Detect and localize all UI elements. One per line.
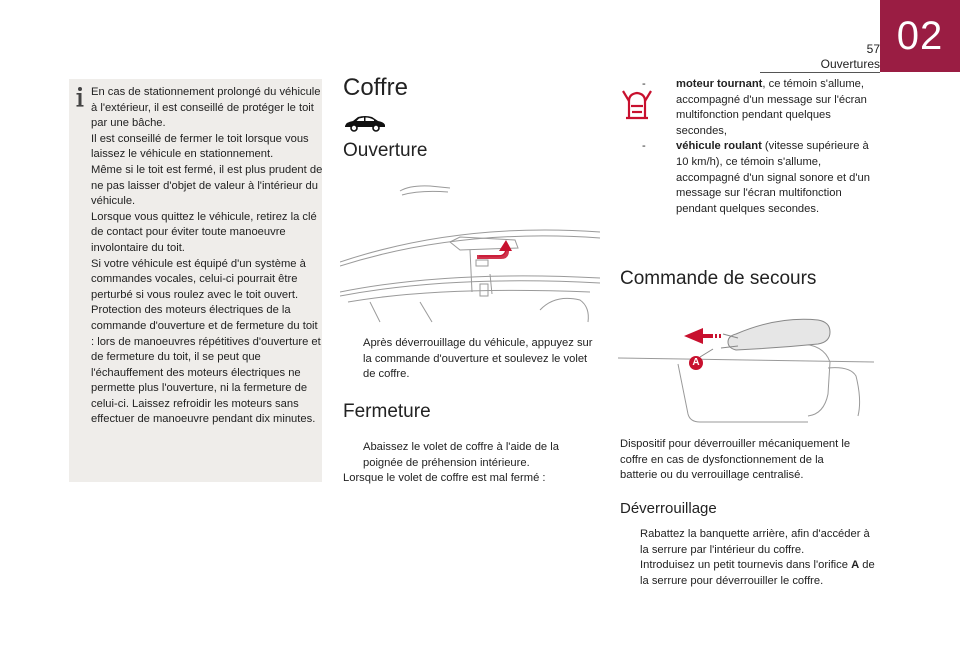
- car-silhouette-icon: [343, 114, 387, 132]
- deverrouillage-steps: [620, 527, 876, 589]
- chapter-tab: 02: [880, 0, 960, 72]
- trunk-opening-illustration: [340, 182, 602, 328]
- alert-list: [642, 77, 880, 217]
- list-item: [620, 558, 876, 589]
- subsection-title-deverrouillage: Déverrouillage: [620, 500, 717, 517]
- info-paragraph: Lorsque vous quittez le véhicule, retirez la clé de contact pour éviter toute manoeuvre involontaire du toit.: [91, 210, 317, 254]
- section-name: Ouvertures: [820, 57, 880, 71]
- secours-description: Dispositif pour déverrouiller mécaniquement le coffre en cas de dysfonctionnement de la batterie ou du verrouillage centralisé.: [620, 438, 851, 482]
- alert-item: [642, 77, 880, 139]
- info-paragraph: Il est conseillé de fermer le toit lorsque vous laissez le véhicule en stationnement.: [91, 132, 309, 161]
- step-text: Rabattez la banquette arrière, afin d'accéder à la serrure par l'intérieur du coffre.: [640, 528, 870, 556]
- ouverture-step-text: Après déverrouillage du véhicule, appuyez sur la commande d'ouverture et soulevez le volet de coffre.: [363, 337, 593, 381]
- emergency-release-illustration: [618, 304, 880, 428]
- step-text: de la serrure pour déverrouiller le coffre.: [640, 559, 875, 587]
- fermeture-note: Lorsque le volet de coffre est mal fermé :: [343, 472, 546, 485]
- info-box-text: [91, 85, 323, 428]
- list-item: [620, 527, 876, 558]
- page-number: 57: [866, 42, 880, 56]
- alert-condition: véhicule roulant: [676, 140, 762, 153]
- section-rule: [760, 72, 880, 73]
- subsection-title-ouverture: Ouverture: [343, 140, 428, 161]
- info-paragraph: En cas de stationnement prolongé du véhicule à l'extérieur, il est conseillé de protéger le toit par une bâche.: [91, 86, 321, 130]
- callout-label-a: A: [692, 357, 700, 368]
- alert-description: (vitesse supérieure à 10 km/h), ce témoin s'allume, accompagné d'un signal sonore et d'un message sur l'écran multifonction pendant quelques secondes.: [676, 140, 870, 215]
- info-icon: [73, 86, 87, 108]
- section-title-commande-de-secours: Commande de secours: [620, 268, 817, 289]
- fermeture-step-text: Abaissez le volet de coffre à l'aide de la poignée de préhension intérieure.: [363, 441, 559, 469]
- section-title-coffre: Coffre: [343, 74, 408, 101]
- alert-item: [642, 139, 880, 217]
- info-paragraph: Si votre véhicule est équipé d'un système à commandes vocales, celui-ci pourrait être perturbé si vous roulez avec le toit ouvert.: [91, 257, 306, 301]
- alert-condition: moteur tournant: [676, 78, 763, 90]
- ouverture-step: [343, 336, 598, 383]
- list-dash: -: [642, 78, 646, 90]
- orifice-label: A: [851, 559, 860, 572]
- alert-description: , ce témoin s'allume, accompagné d'un message sur l'écran multifonction pendant quelques secondes,: [676, 78, 867, 137]
- subsection-title-fermeture: Fermeture: [343, 401, 431, 422]
- fermeture-block: [343, 440, 598, 487]
- info-paragraph: Protection des moteurs électriques de la commande d'ouverture et de fermeture du toit : lors de manoeuvres répétitives d'ouverture et de fermeture du toit, il se peut que l'échauffement des moteurs électriques ne permette plus l'ouverture, ni la fermeture de celui-ci. Laissez refroidir les moteurs sans effectuer de manoeuvre pendant dix minutes.: [91, 304, 321, 426]
- step-text: Introduisez un petit tournevis dans l'orifice: [640, 559, 852, 572]
- list-dash: -: [642, 140, 646, 153]
- info-paragraph: Même si le toit est fermé, il est plus prudent de ne pas laisser d'objet de valeur à l'intérieur du véhicule.: [91, 163, 323, 208]
